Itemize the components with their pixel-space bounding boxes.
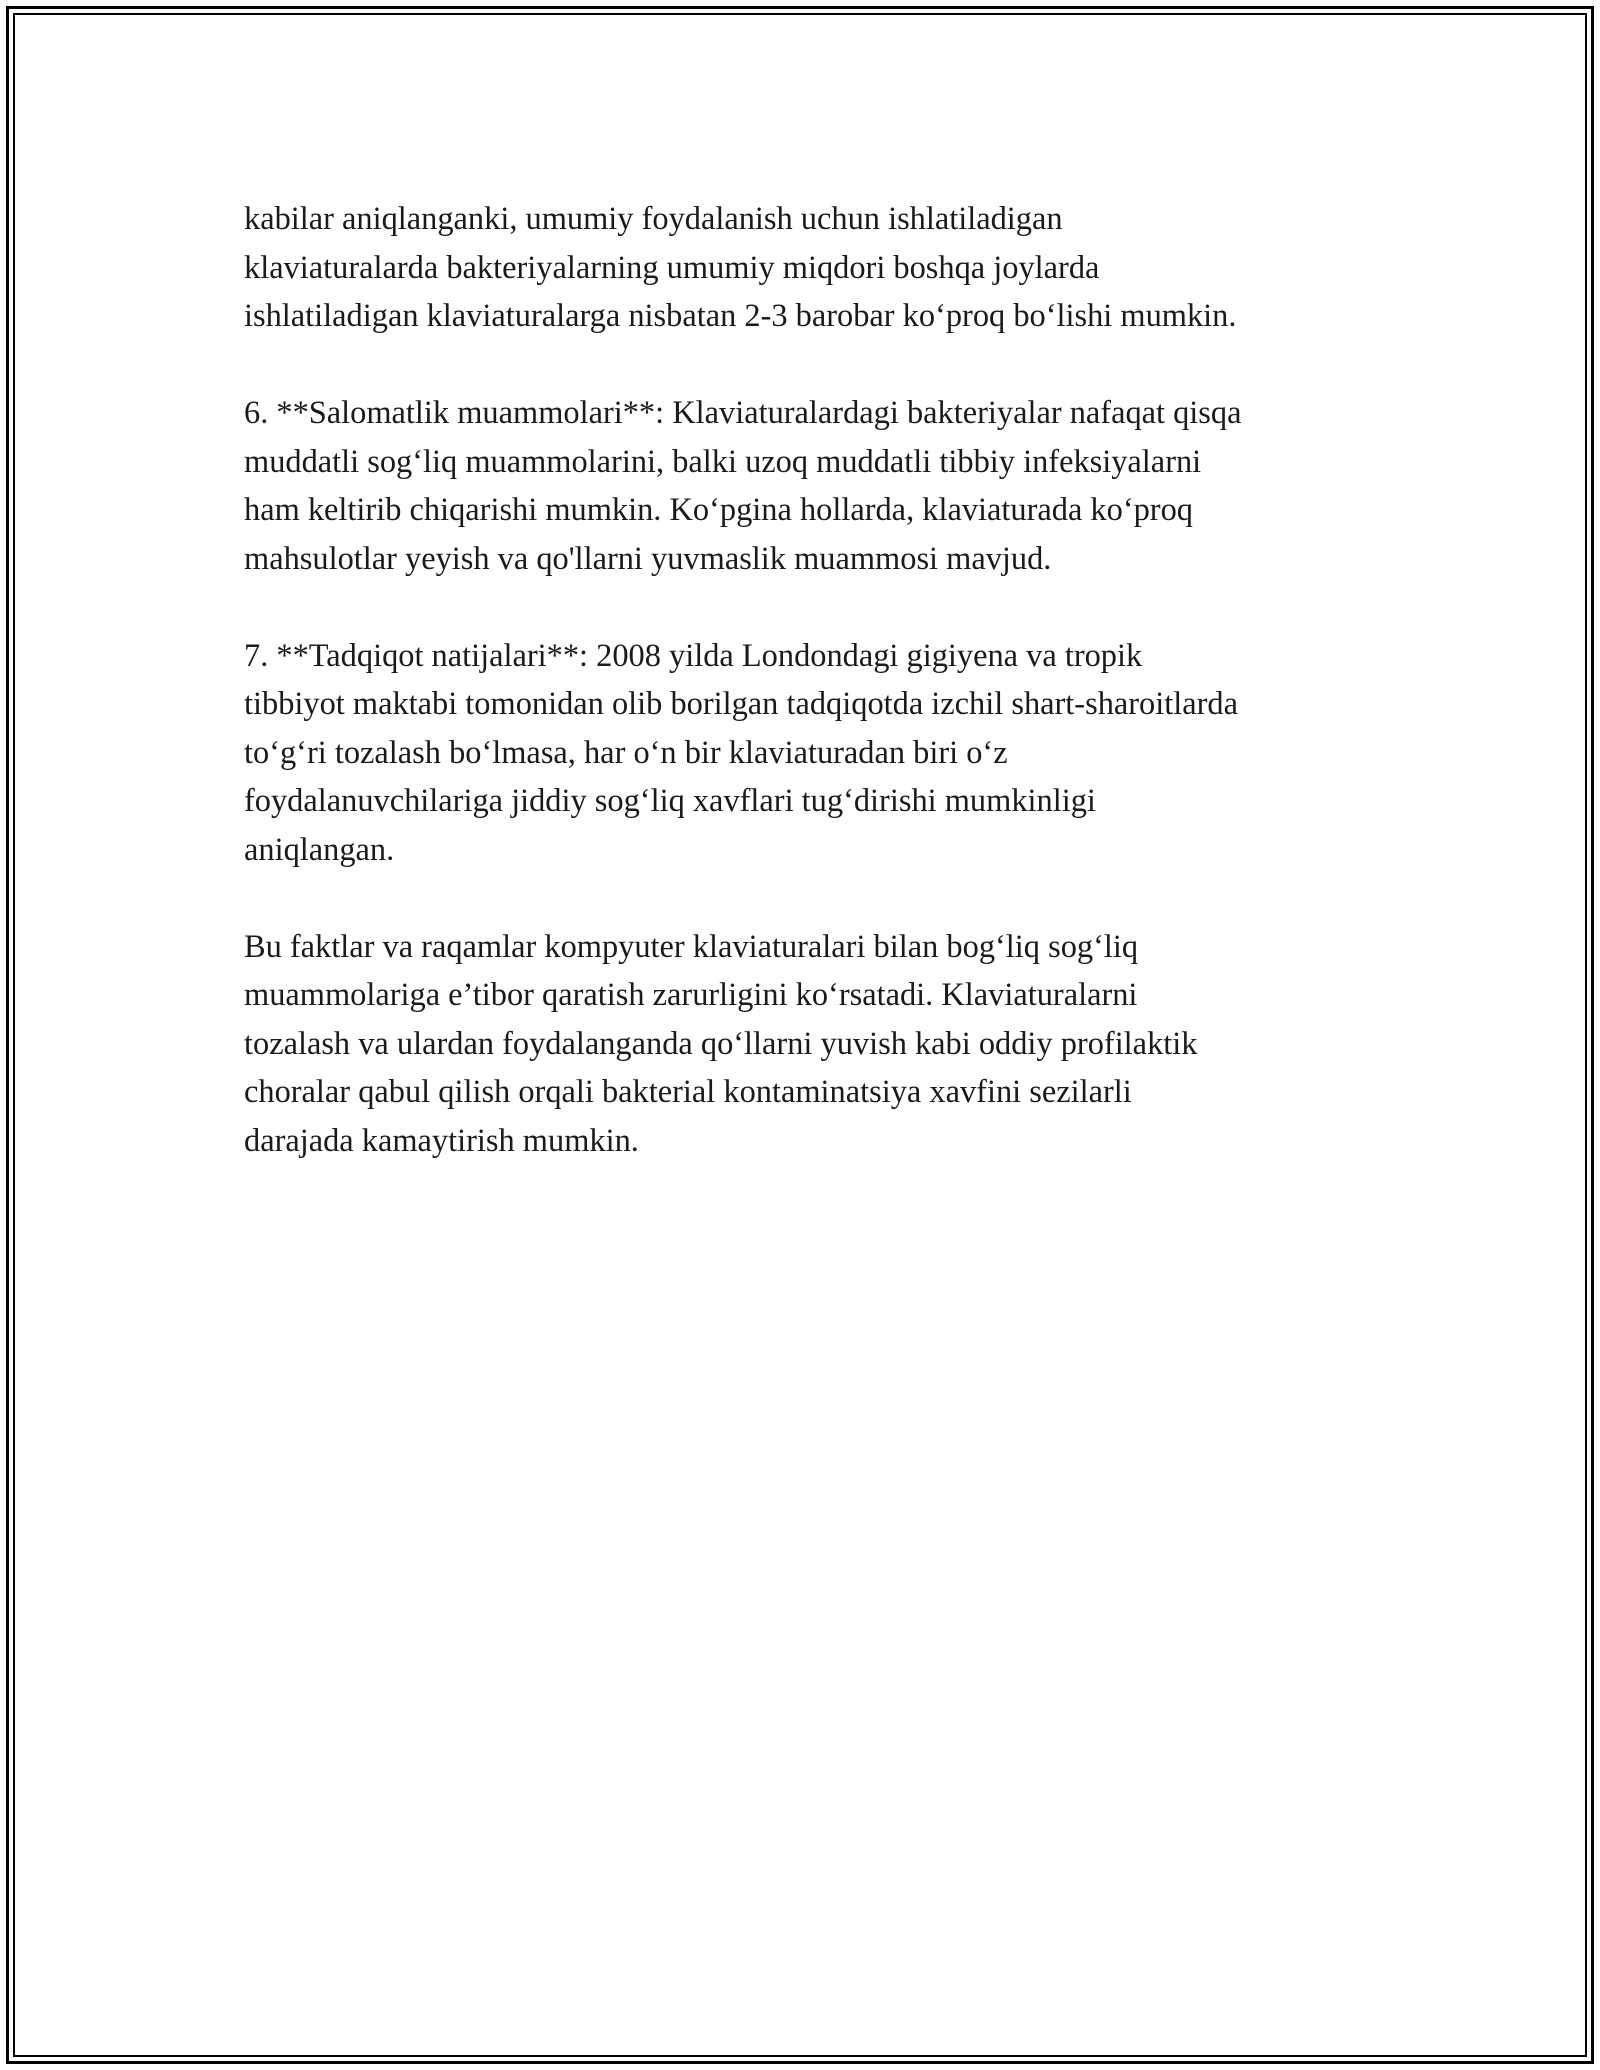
text-line: ishlatiladigan klaviaturalarga nisbatan 2-3 barobar ko‘proq bo‘lishi mumkin.	[244, 298, 1237, 334]
text-line: choralar qabul qilish orqali bakterial kontaminatsiya xavfini sezilarli	[244, 1074, 1132, 1110]
text-line: kabilar aniqlanganki, umumiy foydalanish uchun ishlatiladigan	[244, 201, 1063, 237]
text-line: mahsulotlar yeyish va qo'llarni yuvmaslik muammosi mavjud.	[244, 540, 1052, 577]
text-line: foydalanuvchilariga jiddiy sog‘liq xavflari tug‘dirishi mumkinligi	[244, 783, 1096, 819]
paragraph-research-results	[244, 632, 1394, 875]
text-line: klaviaturalarda bakteriyalarning umumiy miqdori boshqa joylarda	[244, 249, 1100, 286]
text-line: 7. **Tadqiqot natijalari**: 2008 yilda Londondagi gigiyena va tropik	[244, 637, 1143, 674]
text-line: tibbiyot maktabi tomonidan olib borilgan tadqiqotda izchil shart-sharoitlarda	[244, 686, 1238, 722]
paragraph-keyboard-bacteria-comparison	[244, 195, 1394, 341]
paragraph-health-problems	[244, 389, 1394, 583]
document-body	[244, 195, 1394, 1214]
paragraph-conclusion	[244, 923, 1394, 1166]
text-line: 6. **Salomatlik muammolari**: Klaviaturalardagi bakteriyalar nafaqat qisqa	[244, 395, 1242, 431]
text-line: muammolariga e’tibor qaratish zarurligini ko‘rsatadi. Klaviaturalarni	[244, 977, 1138, 1013]
page-frame	[6, 6, 1594, 2064]
text-line: aniqlangan.	[244, 831, 395, 868]
text-line: ham keltirib chiqarishi mumkin. Ko‘pgina hollarda, klaviaturada ko‘proq	[244, 492, 1193, 528]
text-line: Bu faktlar va raqamlar kompyuter klaviaturalari bilan bog‘liq sog‘liq	[244, 928, 1139, 965]
text-line: tozalash va ulardan foydalanganda qo‘llarni yuvish kabi oddiy profilaktik	[244, 1025, 1198, 1062]
text-line: to‘g‘ri tozalash bo‘lmasa, har o‘n bir klaviaturadan biri o‘z	[244, 734, 1008, 771]
text-line: darajada kamaytirish mumkin.	[244, 1122, 639, 1159]
text-line: muddatli sog‘liq muammolarini, balki uzoq muddatli tibbiy infeksiyalarni	[244, 443, 1202, 480]
